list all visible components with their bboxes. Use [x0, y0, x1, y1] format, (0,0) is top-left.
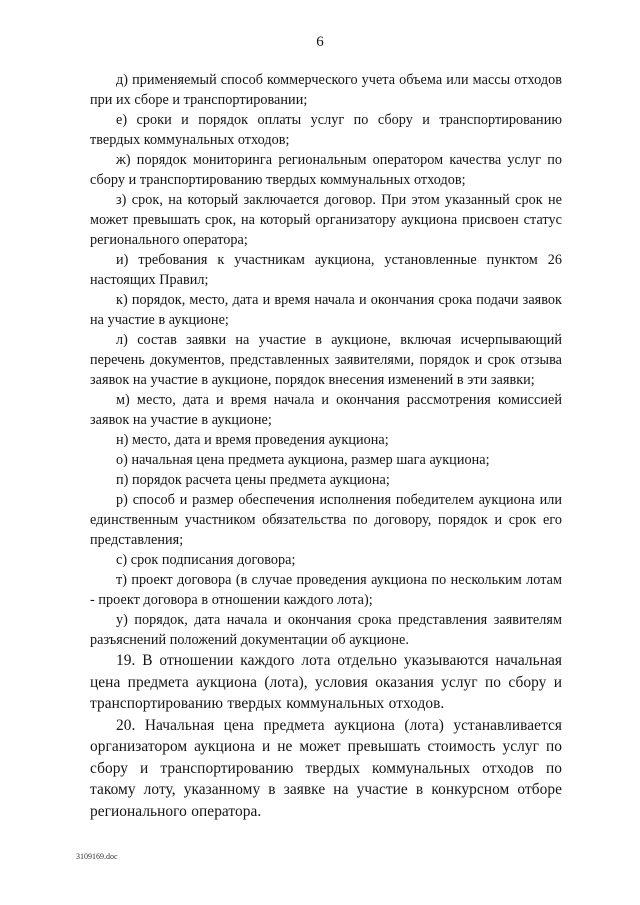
paragraph-n: н) место, дата и время проведения аукциона; [116, 432, 389, 448]
paragraph-t: т) проект договора (в случае проведения аукциона по нескольким лотам - проект договора в отношении каждого лота); [90, 572, 562, 608]
paragraph-o: о) начальная цена предмета аукциона, размер шага аукциона; [116, 452, 490, 468]
paragraph-20: 20. Начальная цена предмета аукциона (лота) устанавливается организатором аукциона и не может превышать стоимость услуг по сбору и транспортированию твердых коммунальных отходов по такому лоту, указанному в заявке на участие в конкурсном отборе регионального оператора. [90, 716, 562, 820]
paragraph-z: з) срок, на который заключается договор. При этом указанный срок не может превышать срок, на который организатору аукциона присвоен статус регионального оператора; [90, 192, 562, 248]
paragraph-i: и) требования к участникам аукциона, установленные пунктом 26 настоящих Правил; [90, 252, 562, 288]
paragraph-19: 19. В отношении каждого лота отдельно указываются начальная цена предмета аукциона (лота), условия оказания услуг по сбору и транспортированию твердых коммунальных отходов. [90, 652, 562, 712]
paragraph-d: д) применяемый способ коммерческого учета объема или массы отходов при их сборе и транспортировании; [90, 72, 562, 108]
paragraph-u: у) порядок, дата начала и окончания срока представления заявителям разъяснений положений документации об аукционе. [90, 612, 562, 648]
page-number: 6 [316, 34, 324, 50]
paragraph-zh: ж) порядок мониторинга региональным оператором качества услуг по сбору и транспортированию твердых коммунальных отходов; [90, 152, 562, 188]
document-body [90, 70, 562, 822]
paragraph-p: п) порядок расчета цены предмета аукциона; [116, 472, 390, 488]
paragraph-m: м) место, дата и время начала и окончания рассмотрения комиссией заявок на участие в аукционе; [90, 392, 562, 428]
paragraph-e: е) сроки и порядок оплаты услуг по сбору и транспортированию твердых коммунальных отходов; [90, 112, 562, 148]
paragraph-l: л) состав заявки на участие в аукционе, включая исчерпывающий перечень документов, представленных заявителями, порядок и срок отзыва заявок на участие в аукционе, порядок внесения изменений в эти заявки; [90, 332, 562, 388]
paragraph-k: к) порядок, место, дата и время начала и окончания срока подачи заявок на участие в аукционе; [90, 292, 562, 328]
paragraph-r: р) способ и размер обеспечения исполнения победителем аукциона или единственным участником обязательства по договору, порядок и срок его представления; [90, 492, 562, 548]
footer-filename: 3109169.doc [76, 852, 118, 861]
paragraph-s: с) срок подписания договора; [116, 552, 296, 568]
